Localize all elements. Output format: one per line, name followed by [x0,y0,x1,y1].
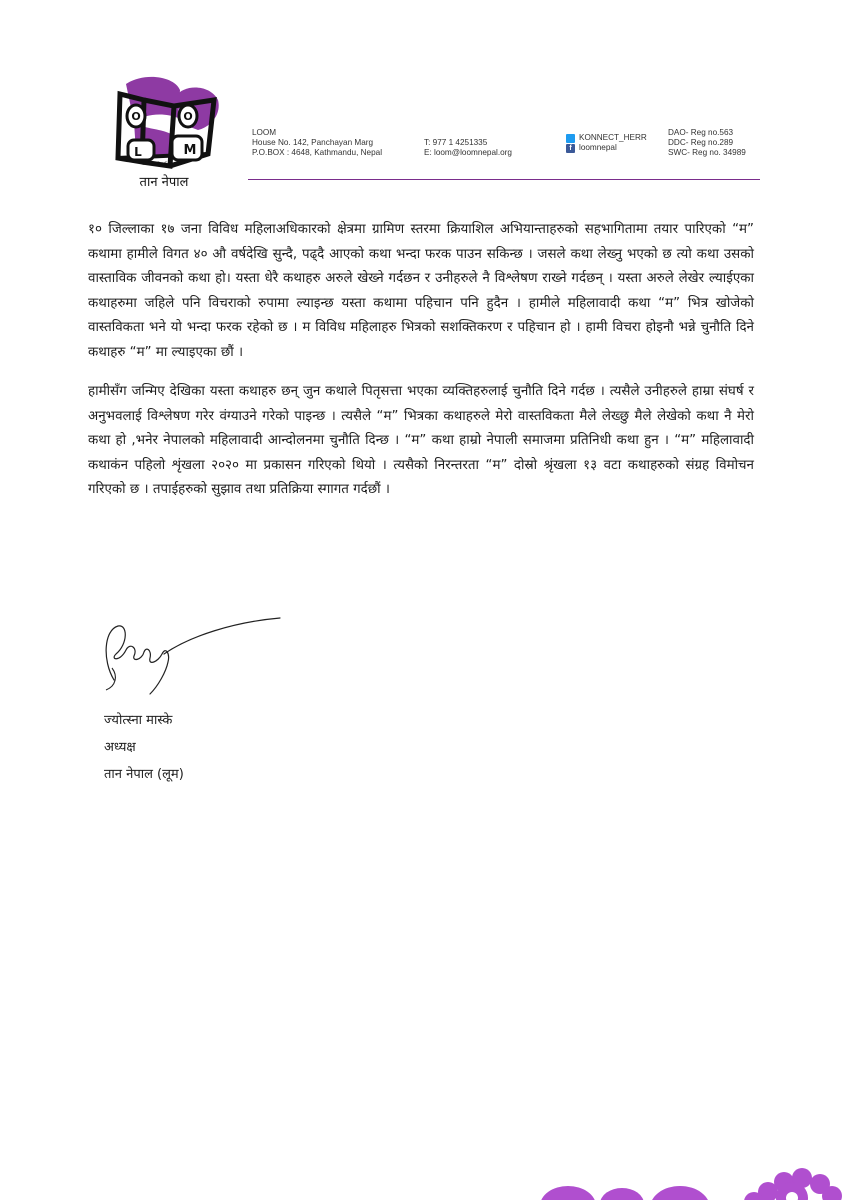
swc-reg: SWC- Reg no. 34989 [668,148,746,158]
twitter-handle: KONNECT_HERR [579,132,647,142]
body-paragraph-2: हामीसँग जन्मिए देखिका यस्ता कथाहरु छन् जुन कथाले पितृसत्ता भएका व्यक्तिहरुलाई चुनौति दिने गर्दछ । त्यसैले उनीहरुले हाम्रा संघर्ष र अनुभवलाई विश्लेषण गरेर वंग्याउने गरेको पाइन्छ । त्यसैले “म” भित्रका कथाहरुले मेरो वास्तविकता मैले लेख्छु मैले लेखेको कथा नै मेरो कथा हो ,भनेर नेपालको महिलावादी आन्दोलनमा चुनौति दिन्छ । “म” कथा हाम्रो नेपाली समाजमा प्रतिनिधी कथा हुन । “म” महिलावादी कथाकंन पहिलो शृंखला २०२० मा प्रकासन गरिएको थियो । त्यसैको निरन्तरता “म” दोस्रो श्रृंखला १३ वटा कथाहरुको संग्रह विमोचन गरिएको छ । तपाईहरुको सुझाव तथा प्रतिक्रिया स्गागत गर्दछौं । [88,384,754,497]
signatory-block [104,707,184,788]
phone-number: T: 977 1 4251335 [424,138,488,147]
body-paragraph-1: १० जिल्लाका १७ जना विविध महिलाअधिकारको क्षेत्रमा ग्रामिण स्तरमा क्रियाशिल अभियान्ताहरुको सहभागितामा तयार पारिएको “म” कथामा हामीले विगत ४० औ वर्षदेखि सुन्दै, पढ्दै आएको कथा भन्दा फरक पाउन सकिन्छ । जसले कथा लेख्नु भएको छ त्यो कथा उसको वास्ताविक जीवनको कथा हो। यस्ता धेरै कथाहरु अरुले खेख्ने गर्दछन र उनीहरुले नै विश्लेषण राख्ने गर्दछन् । यस्ता अरुले लेखेर ल्याईएका कथाहरुमा जहिले पनि विचराको रुपामा ल्याइन्छ यस्ता कथामा पहिचान पनि हुदैन । हामीले महिलावादी कथा “म” भित्र खोजेको वास्तविकता भने यो भन्दा फरक रहेको छ । म विविध महिलाहरु भित्रको सशक्तिकरण र पहिचान हो । हामी विचरा होइनौ भन्ने चुनौति दिने कथाहरु “म” मा ल्याइएका छौं । [88,222,754,360]
twitter-link[interactable] [566,133,647,143]
org-address-line2: P.O.BOX : 4648, Kathmandu, Nepal [252,148,383,158]
social-block [566,133,647,153]
logo-year: २०६६ [156,160,172,168]
header-divider [248,179,760,180]
twitter-icon [566,134,575,143]
contact-block [424,138,512,158]
letter-body [88,218,754,503]
signatory-title: अध्यक्ष [104,740,136,755]
email-address[interactable]: E: loom@loomnepal.org [424,148,512,158]
logo-letter-o2: O [183,110,193,123]
ddc-reg: DDC- Reg no.289 [668,138,734,148]
logo-caption: तान नेपाल [139,175,189,190]
org-address-block [252,128,382,159]
footer-decoration [530,1168,848,1200]
org-address-line1: House No. 142, Panchayan Marg [252,138,374,148]
dao-reg: DAO- Reg no.563 [668,128,734,137]
registration-block [668,128,746,159]
signatory-organization: तान नेपाल (लूम) [104,767,184,782]
logo-letter-m: M [183,143,197,158]
loom-logo [104,66,228,194]
facebook-handle: loomnepal [579,142,617,152]
handwritten-signature [94,610,284,700]
facebook-link[interactable] [566,143,647,153]
facebook-icon: f [566,144,575,153]
logo-letter-l: L [134,145,142,159]
signatory-name: ज्योत्स्ना मास्के [104,713,173,728]
logo-letter-o1: O [131,110,141,123]
org-name: LOOM [252,128,277,137]
